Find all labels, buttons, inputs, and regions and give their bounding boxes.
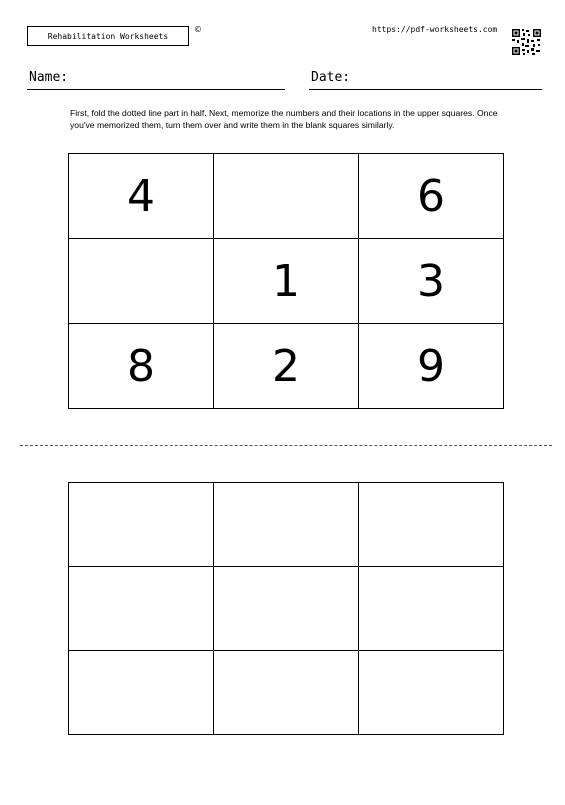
- grid-cell: 6: [359, 154, 504, 239]
- grid-cell: 8: [69, 324, 214, 409]
- date-label: Date:: [311, 70, 351, 85]
- answer-cell[interactable]: [359, 567, 504, 651]
- name-field-line[interactable]: [27, 89, 285, 90]
- name-label: Name:: [29, 70, 69, 85]
- worksheet-title-box: [27, 26, 189, 46]
- memory-grid: [68, 153, 504, 409]
- grid-cell: 3: [359, 239, 504, 324]
- grid-row: [69, 651, 504, 735]
- answer-cell[interactable]: [69, 483, 214, 567]
- answer-grid: [68, 482, 504, 735]
- grid-row: [69, 154, 504, 239]
- date-field-line[interactable]: [309, 89, 542, 90]
- answer-cell[interactable]: [69, 567, 214, 651]
- grid-cell: [69, 239, 214, 324]
- worksheet-title: Rehabilitation Worksheets: [47, 31, 169, 41]
- grid-cell: 9: [359, 324, 504, 409]
- fold-dotted-line: [20, 445, 552, 446]
- grid-cell: 4: [69, 154, 214, 239]
- answer-cell[interactable]: [69, 651, 214, 735]
- grid-cell: [214, 154, 359, 239]
- grid-row: [69, 324, 504, 409]
- grid-cell: 2: [214, 324, 359, 409]
- grid-row: [69, 567, 504, 651]
- answer-cell[interactable]: [214, 651, 359, 735]
- answer-cell[interactable]: [359, 651, 504, 735]
- copyright-mark: ©: [194, 25, 202, 34]
- qr-code-icon: [511, 28, 542, 56]
- grid-row: [69, 483, 504, 567]
- site-url[interactable]: https://pdf-worksheets.com: [372, 25, 498, 34]
- grid-row: [69, 239, 504, 324]
- instructions-text: First, fold the dotted line part in half. Next, memorize the numbers and their locations in the upper squares. Once you've memorized them, turn them over and write them in the blank squares similarly.: [70, 108, 498, 130]
- answer-cell[interactable]: [214, 483, 359, 567]
- grid-cell: 1: [214, 239, 359, 324]
- answer-cell[interactable]: [214, 567, 359, 651]
- answer-cell[interactable]: [359, 483, 504, 567]
